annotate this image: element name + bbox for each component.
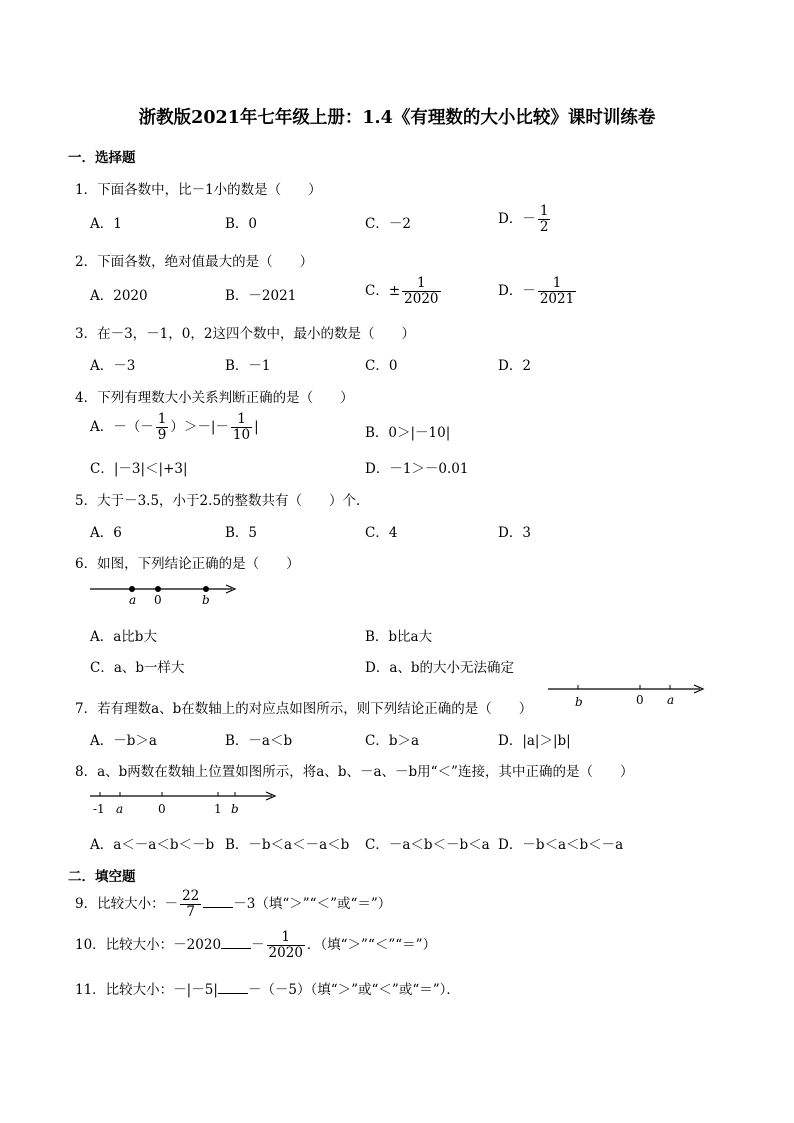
q5-option-a: A．6 [90, 525, 122, 541]
q10-mid: － [251, 936, 265, 953]
q2-d-den: 2021 [539, 290, 575, 307]
q11-suffix: －（－5）（填“＞”或“＜”或“＝”）． [247, 982, 460, 998]
q8-label-neg1: -1 [93, 802, 105, 816]
q8-label-b: b [231, 802, 239, 816]
q1-option-a: A．1 [90, 216, 122, 232]
q8-label-a: a [116, 802, 124, 816]
q7-option-b: B．－a＜b [225, 733, 293, 749]
q8-number-line [88, 786, 280, 816]
q2-c-den: 2020 [404, 290, 439, 307]
q4-a-num2: 1 [231, 412, 252, 428]
q1-option-d [498, 204, 552, 235]
q1-d-num: 1 [539, 203, 549, 219]
q8-option-a: A．a＜－a＜b＜－b [90, 837, 215, 853]
q2-stem: 2．下面各数，绝对值最大的是（ ） [75, 254, 314, 270]
q1-d-prefix: D．－ [498, 210, 536, 227]
q7-stem: 7．若有理数a、b在数轴上的对应点如图所示，则下列结论正确的是（ ） [75, 701, 533, 717]
q5-option-d: D．3 [498, 525, 531, 541]
q11-answer-blank [218, 979, 248, 994]
q6-label-zero: 0 [154, 593, 162, 607]
q7-label-b: b [575, 695, 583, 709]
q6-option-c: C．a、b一样大 [90, 660, 185, 676]
q9-line [75, 889, 391, 920]
q8-label-zero: 0 [158, 802, 166, 816]
q7-label-zero: 0 [636, 693, 644, 707]
q4-a-mid: ）＞－|－ [170, 418, 229, 435]
q6-point-a [129, 586, 135, 592]
q6-point-zero [155, 586, 161, 592]
q6-label-b: b [202, 593, 210, 607]
q3-stem: 3．在－3，－1，0，2这四个数中，最小的数是（ ） [75, 326, 415, 342]
q4-a-fraction-1 [156, 412, 169, 443]
q9-den: 7 [186, 903, 195, 920]
q3-option-d: D．2 [498, 358, 531, 374]
q10-fraction [267, 930, 305, 961]
q4-a-prefix: A．－（－ [90, 418, 154, 435]
q2-option-d [498, 276, 578, 307]
q2-c-num: 1 [402, 276, 440, 292]
q2-option-b: B．－2021 [225, 288, 297, 304]
q1-d-den: 2 [539, 218, 549, 235]
q10-suffix: ．（填“＞”“＜”“＝”） [306, 936, 437, 953]
q4-a-suffix: | [254, 418, 259, 435]
q4-option-d: D．－1＞－0.01 [365, 461, 469, 477]
q2-c-fraction [402, 276, 440, 307]
q2-c-prefix: C．± [365, 282, 401, 299]
q3-option-c: C．0 [365, 358, 398, 374]
q6-option-a: A．a比b大 [90, 629, 157, 645]
section-fill: 二．填空题 [68, 869, 136, 885]
q6-option-b: B．b比a大 [365, 629, 433, 645]
q9-num: 22 [182, 888, 200, 904]
q8-option-b: B．－b＜a＜－a＜b [225, 837, 350, 853]
q11-line [75, 978, 460, 998]
q4-option-a [90, 412, 259, 443]
q2-option-c [365, 276, 443, 307]
q8-option-d: D．－b＜a＜b＜－a [498, 837, 624, 853]
q6-option-d: D．a、b的大小无法确定 [365, 660, 515, 676]
q10-line [75, 930, 436, 961]
q2-option-a: A．2020 [90, 288, 148, 304]
q9-answer-blank [203, 893, 233, 908]
q5-option-b: B．5 [225, 525, 258, 541]
q6-label-a: a [129, 593, 137, 607]
q2-d-fraction [538, 276, 576, 307]
q1-stem: 1．下面各数中，比－1小的数是（ ） [75, 182, 322, 198]
page-title: 浙教版2021年七年级上册：1.4《有理数的大小比较》课时训练卷 [138, 108, 656, 128]
q3-option-b: B．－1 [225, 358, 271, 374]
q9-prefix: 9．比较大小：－ [75, 895, 179, 912]
q4-a-den2: 10 [232, 426, 251, 443]
q1-option-c: C．－2 [365, 216, 411, 232]
q7-number-line [546, 680, 706, 710]
q4-a-fraction-2 [231, 412, 252, 443]
q4-option-c: C．|－3|＜|+3| [90, 461, 188, 477]
q1-d-fraction [538, 204, 551, 235]
q7-label-a: a [667, 693, 675, 707]
q10-prefix: 10．比较大小：－2020 [75, 936, 222, 953]
q10-answer-blank [221, 934, 251, 949]
q6-stem: 6．如图，下列结论正确的是（ ） [75, 556, 300, 572]
q4-a-num1: 1 [157, 411, 167, 427]
q9-mid: －3（填“＞”“＜”或“＝”） [233, 895, 392, 912]
q4-option-b: B．0＞|－10| [365, 425, 451, 441]
q6-number-line [88, 578, 240, 608]
q2-d-num: 1 [538, 276, 576, 292]
q8-stem: 8．a、b两数在数轴上位置如图所示，将a、b、－a、－b用“＜”连接，其中正确的是（ ） [75, 764, 634, 780]
q7-option-d: D．|a|＞|b| [498, 733, 571, 749]
q1-option-b: B．0 [225, 216, 258, 232]
section-choice: 一．选择题 [68, 150, 136, 166]
q5-stem: 5．大于－3.5，小于2.5的整数共有（ ）个． [75, 493, 370, 509]
q11-prefix: 11．比较大小：－|－5| [75, 982, 218, 998]
q4-a-den1: 9 [157, 426, 167, 443]
q10-num: 1 [267, 930, 305, 946]
q3-option-a: A．－3 [90, 358, 136, 374]
q7-option-c: C．b＞a [365, 733, 420, 749]
q2-d-prefix: D．－ [498, 282, 536, 299]
q7-option-a: A．－b＞a [90, 733, 157, 749]
q8-option-c: C．－a＜b＜－b＜a [365, 837, 490, 853]
q9-fraction [180, 889, 201, 920]
q5-option-c: C．4 [365, 525, 398, 541]
q6-point-b [203, 586, 209, 592]
q4-stem: 4．下列有理数大小关系判断正确的是（ ） [75, 390, 354, 406]
q10-den: 2020 [268, 944, 303, 961]
q8-label-1: 1 [214, 802, 222, 816]
